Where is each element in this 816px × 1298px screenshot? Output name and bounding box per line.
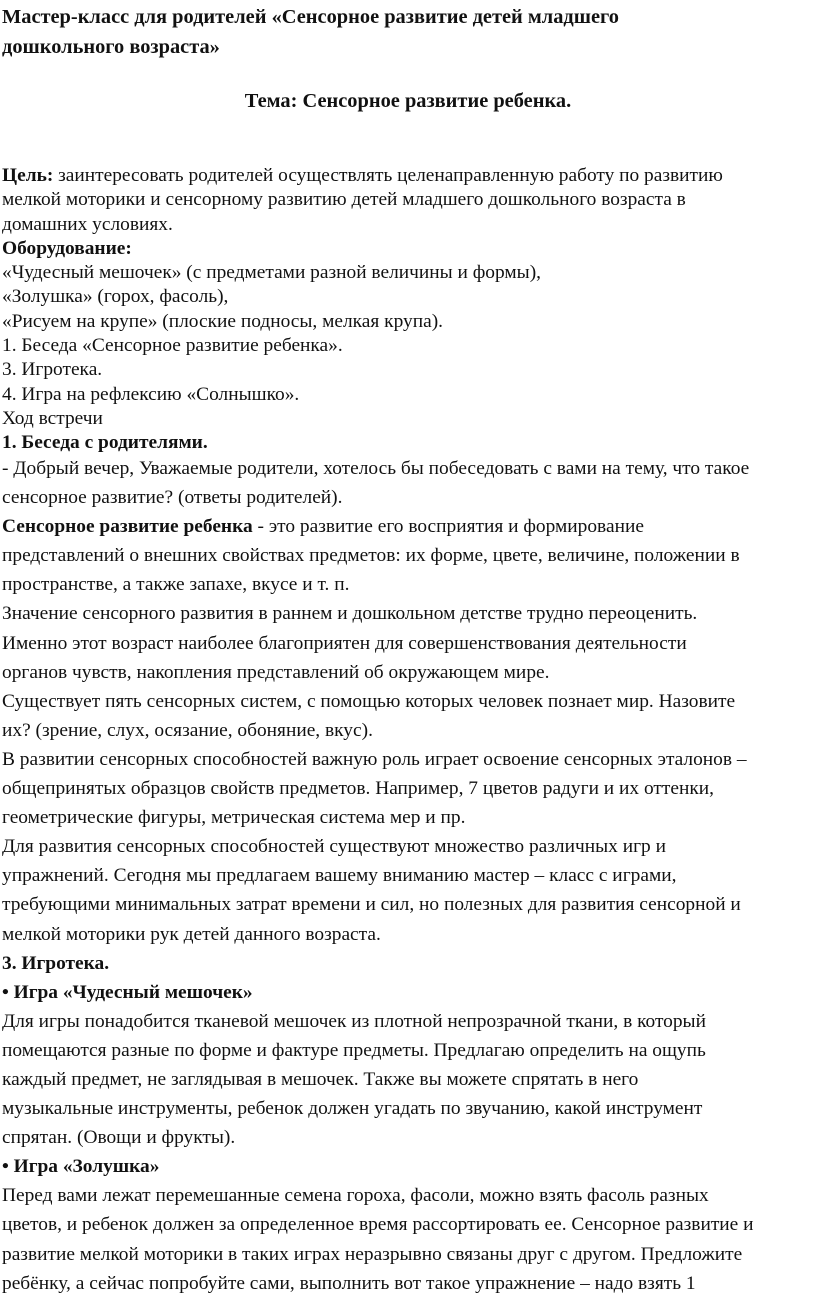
topic-heading: Тема: Сенсорное развитие ребенка. (244, 90, 572, 112)
goal-line: мелкой моторики и сенсорному развитию детей младшего дошкольного возраста в (2, 189, 686, 211)
title-line: Мастер-класс для родителей «Сенсорное развитие детей младшего (2, 6, 619, 28)
definition-term: Сенсорное развитие ребенка (2, 516, 253, 538)
paragraph-line: Значение сенсорного развития в раннем и дошкольном детстве трудно переоценить. (2, 603, 698, 625)
equipment-label: Оборудование: (2, 237, 132, 259)
equipment-item: «Золушка» (горох, фасоль), (2, 286, 229, 308)
paragraph-line: цветов, и ребенок должен за определенное время рассортировать ее. Сенсорное развитие и (2, 1214, 754, 1236)
paragraph-line: - Добрый вечер, Уважаемые родители, хотелось бы побеседовать с вами на тему, что такое (2, 458, 750, 479)
section-heading: 1. Беседа с родителями. (2, 432, 208, 454)
paragraph-line: спрятан. (Овощи и фрукты). (2, 1127, 236, 1149)
definition-text: - это развитие его восприятия и формирование (252, 516, 644, 538)
goal-line: домашних условиях. (2, 213, 173, 235)
paragraph-line: мелкой моторики рук детей данного возраста. (2, 923, 381, 945)
goal-text: заинтересовать родителей осуществлять целенаправленную работу по развитию (53, 165, 723, 186)
game-heading: • Игра «Чудесный мешочек» (2, 981, 253, 1003)
body-text-block (2, 454, 814, 1298)
paragraph-line: органов чувств, накопления представлений об окружающем мире. (2, 661, 550, 683)
plan-item: 4. Игра на рефлексию «Солнышко». (2, 383, 300, 405)
paragraph-line: упражнений. Сегодня мы предлагаем вашему вниманию мастер – класс с играми, (2, 865, 677, 887)
paragraph-line: развитие мелкой моторики в таких играх неразрывно связаны друг с другом. Предложите (2, 1243, 743, 1265)
paragraph-line: представлений о внешних свойствах предметов: их форме, цвете, величине, положении в (2, 545, 740, 567)
paragraph-line: пространстве, а также запахе, вкусе и т. п. (2, 574, 350, 596)
goal-and-equipment-block (2, 164, 814, 456)
goal-label: Цель: (2, 165, 54, 186)
equipment-item: «Рисуем на крупе» (плоские подносы, мелкая крупа). (2, 310, 443, 332)
title-line: дошкольного возраста» (2, 36, 220, 58)
paragraph-line: геометрические фигуры, метрическая система мер и пр. (2, 807, 466, 829)
paragraph-line: их? (зрение, слух, осязание, обоняние, вкус). (2, 719, 373, 741)
goal-line (2, 164, 814, 188)
definition-line (2, 512, 814, 541)
paragraph-line: В развитии сенсорных способностей важную роль играет освоение сенсорных эталонов – (2, 748, 747, 770)
document-title (2, 2, 802, 62)
plan-item: 1. Беседа «Сенсорное развитие ребенка». (2, 335, 343, 357)
paragraph-line: ребёнку, а сейчас попробуйте сами, выполнить вот такое упражнение – надо взять 1 (2, 1272, 696, 1294)
paragraph-line: музыкальные инструменты, ребенок должен угадать по звучанию, какой инструмент (2, 1098, 703, 1120)
paragraph-line: Для развития сенсорных способностей существуют множество различных игр и (2, 836, 666, 858)
paragraph-line: общепринятых образцов свойств предметов. Например, 7 цветов радуги и их оттенки, (2, 778, 714, 800)
paragraph-line: требующими минимальных затрат времени и сил, но полезных для развития сенсорной и (2, 894, 741, 916)
equipment-item: «Чудесный мешочек» (с предметами разной величины и формы), (2, 262, 542, 284)
paragraph-line: Существует пять сенсорных систем, с помощью которых человек познает мир. Назовите (2, 690, 736, 712)
game-heading: • Игра «Золушка» (2, 1156, 160, 1178)
paragraph-line: каждый предмет, не заглядывая в мешочек. Также вы можете спрятать в него (2, 1068, 639, 1090)
paragraph-line: Перед вами лежат перемешанные семена гороха, фасоли, можно взять фасоль разных (2, 1185, 709, 1207)
paragraph-line: Для игры понадобится тканевой мешочек из плотной непрозрачной ткани, в который (2, 1010, 706, 1032)
paragraph-line: сенсорное развитие? (ответы родителей). (2, 487, 343, 509)
paragraph-line: Именно этот возраст наиболее благоприятен для совершенствования деятельности (2, 632, 687, 654)
meeting-heading: Ход встречи (2, 407, 103, 429)
plan-item: 3. Игротека. (2, 359, 103, 381)
paragraph-line: помещаются разные по форме и фактуре предметы. Предлагаю определить на ощупь (2, 1039, 706, 1061)
section-heading: 3. Игротека. (2, 952, 110, 974)
